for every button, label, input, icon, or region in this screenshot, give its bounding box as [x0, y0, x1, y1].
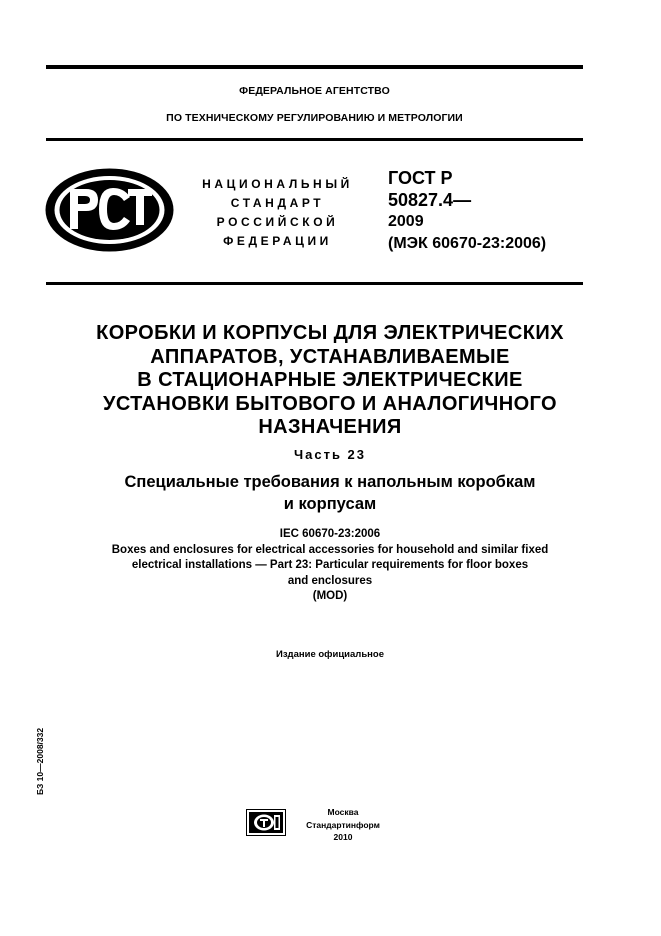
title-line: В СТАЦИОНАРНЫЕ ЭЛЕКТРИЧЕСКИЕ	[137, 369, 523, 391]
official-edition: Издание официальное	[276, 649, 384, 660]
publisher-name: Стандартинформ	[306, 819, 380, 830]
subtitle-line: Специальные требования к напольным коробкам	[124, 473, 536, 491]
rst-logo-icon	[44, 167, 175, 253]
title-line: НАЗНАЧЕНИЯ	[258, 416, 402, 438]
publisher-city: Москва	[327, 807, 359, 817]
publisher-info	[298, 806, 388, 844]
iec-reference	[30, 527, 630, 605]
title-line: АППАРАТОВ, УСТАНАВЛИВАЕМЫЕ	[150, 345, 510, 368]
lower-rule	[46, 282, 583, 285]
iec-line: Boxes and enclosures for electrical accessories for household and similar fixed	[111, 543, 549, 556]
national-standard-label	[190, 175, 365, 251]
iec-line: (MOD)	[312, 590, 348, 602]
designation-line-4: (МЭК 60670-23:2006)	[388, 235, 547, 252]
national-standard-line: СТАНДАРТ	[230, 196, 325, 210]
standard-designation	[388, 167, 588, 255]
middle-rule	[46, 138, 583, 141]
designation-line-3: 2009	[388, 213, 424, 230]
designation-line-1: ГОСТ Р	[388, 168, 453, 188]
national-standard-line: РОССИЙСКОЙ	[216, 215, 339, 229]
agency-line-1: ФЕДЕРАЛЬНОЕ АГЕНТСТВО	[239, 85, 390, 97]
document-subtitle	[30, 471, 630, 515]
agency-line-2: ПО ТЕХНИЧЕСКОМУ РЕГУЛИРОВАНИЮ И МЕТРОЛОГИИ	[166, 112, 463, 124]
title-line: УСТАНОВКИ БЫТОВОГО И АНАЛОГИЧНОГО	[103, 392, 557, 415]
publisher-year: 2010	[333, 832, 353, 842]
designation-line-2: 50827.4—	[388, 190, 472, 210]
subtitle-line: и корпусам	[283, 495, 377, 513]
iec-line: IEC 60670-23:2006	[279, 528, 381, 540]
iec-line: electrical installations — Part 23: Particular requirements for floor boxes	[131, 559, 529, 571]
title-line: КОРОБКИ И КОРПУСЫ ДЛЯ ЭЛЕКТРИЧЕСКИХ	[96, 322, 564, 344]
iec-line: and enclosures	[287, 574, 373, 587]
top-rule	[46, 65, 583, 69]
national-standard-line: ФЕДЕРАЦИИ	[223, 234, 332, 248]
side-code: БЗ 10—2008/332	[35, 727, 45, 795]
document-title	[30, 322, 630, 440]
standartinform-logo-icon	[246, 809, 286, 836]
part-number: Часть 23	[293, 447, 367, 462]
national-standard-line: НАЦИОНАЛЬНЫЙ	[202, 177, 353, 191]
